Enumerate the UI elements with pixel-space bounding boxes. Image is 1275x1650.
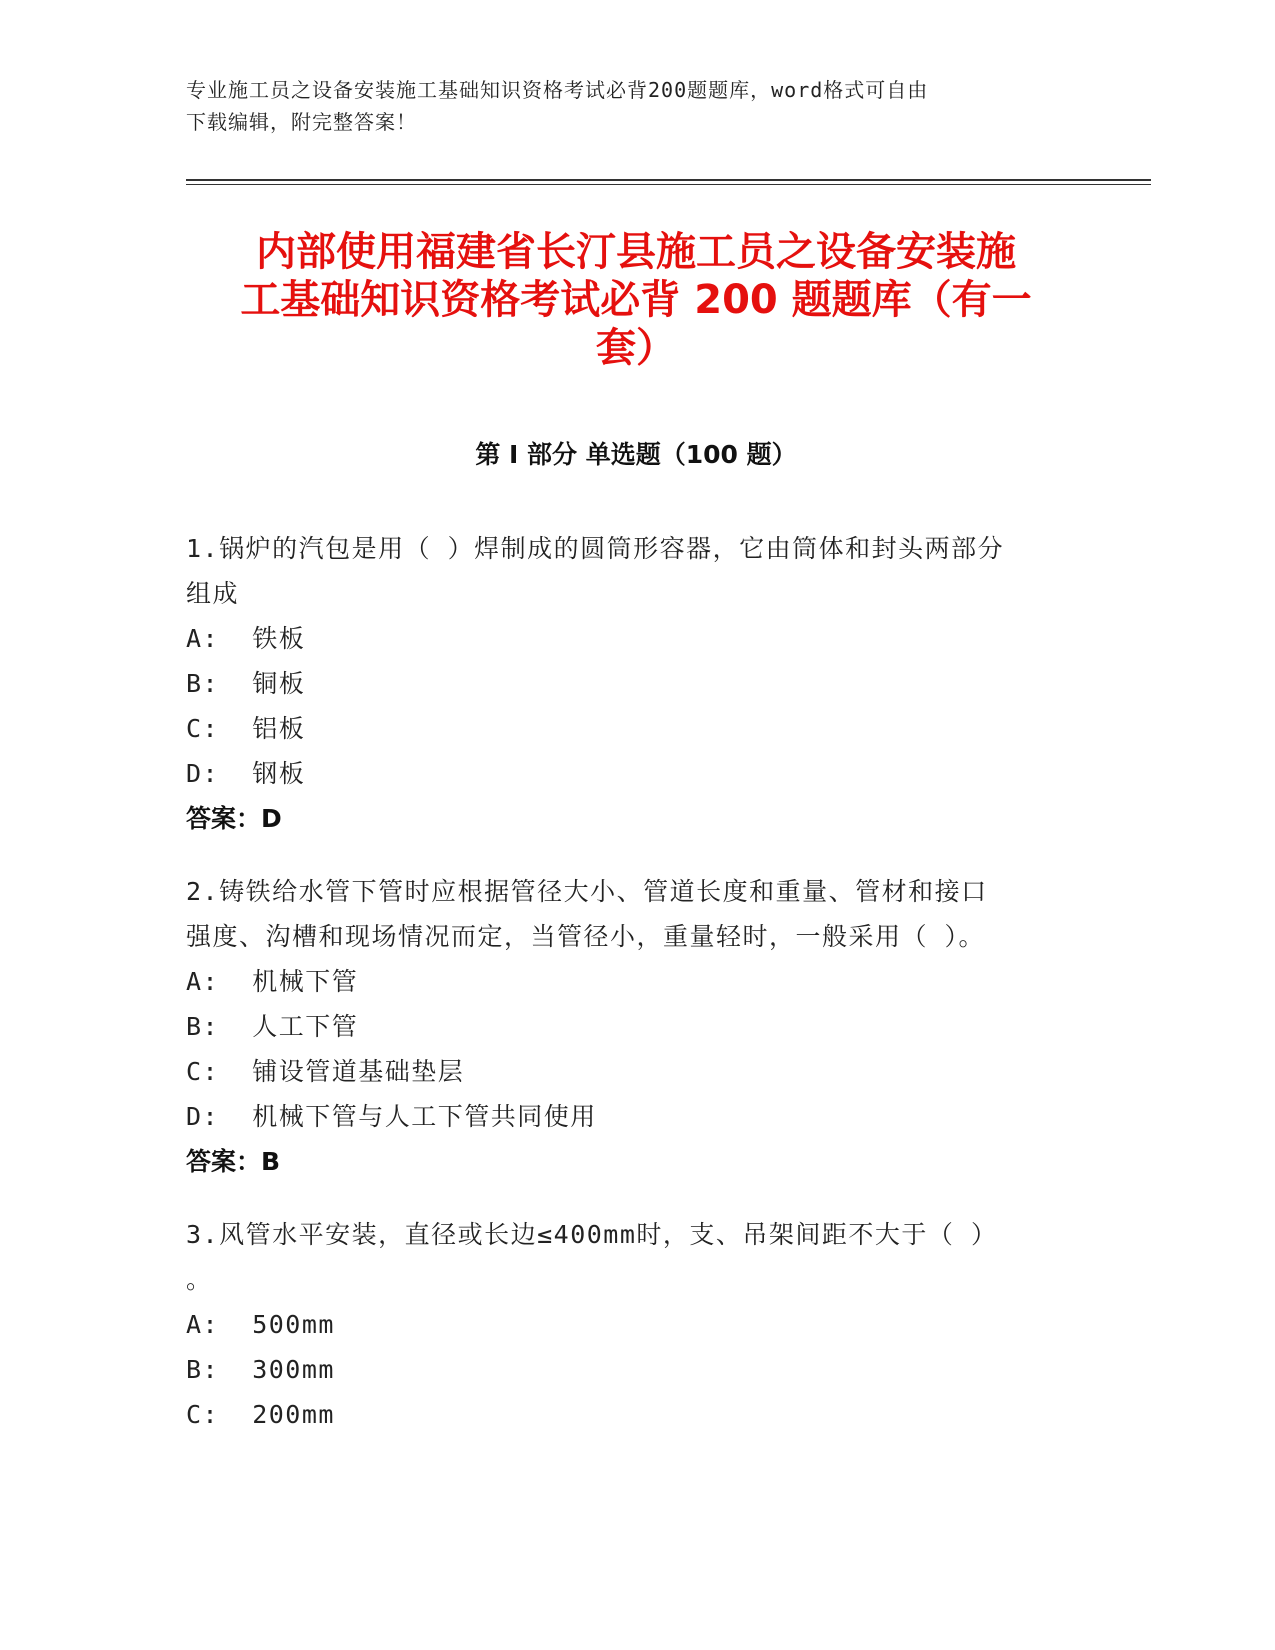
question-stem-line-1: 1.锅炉的汽包是用（ ）焊制成的圆筒形容器，它由筒体和封头两部分	[186, 534, 1005, 563]
header-note-line-1: 专业施工员之设备安装施工基础知识资格考试必背200题题库，word格式可自由	[186, 78, 929, 102]
question-2	[186, 869, 1066, 1184]
question-stem-line-1: 3.风管水平安装，直径或长边≤400mm时，支、吊架间距不大于（ ）	[186, 1220, 998, 1249]
question-3	[186, 1212, 1066, 1437]
question-list	[186, 526, 1066, 1465]
option-c: C: 铝板	[186, 714, 306, 743]
question-stem-line-2: 强度、沟槽和现场情况而定，当管径小，重量轻时，一般采用（ ）。	[186, 922, 986, 951]
question-stem-line-2: 。	[186, 1265, 213, 1294]
document-title-line-1: 内部使用福建省长汀县施工员之设备安装施	[256, 229, 1016, 275]
question-stem-line-2: 组成	[186, 579, 240, 608]
question-1	[186, 526, 1066, 841]
option-d: D: 钢板	[186, 759, 306, 788]
option-a: A: 铁板	[186, 624, 306, 653]
option-b: B: 300mm	[186, 1355, 335, 1384]
answer: 答案：B	[186, 1147, 281, 1176]
document-title-line-2: 工基础知识资格考试必背 200 题题库（有一	[240, 277, 1032, 323]
header-note	[186, 74, 1066, 138]
option-c: C: 200mm	[186, 1400, 335, 1429]
header-divider-thin	[186, 184, 1151, 185]
question-stem	[186, 869, 1066, 959]
question-stem-line-1: 2.铸铁给水管下管时应根据管径大小、管道长度和重量、管材和接口	[186, 877, 988, 906]
document-title	[186, 228, 1086, 372]
question-stem	[186, 526, 1066, 616]
header-divider-thick	[186, 179, 1151, 181]
answer: 答案：D	[186, 804, 282, 833]
option-d: D: 机械下管与人工下管共同使用	[186, 1102, 597, 1131]
option-a: A: 500mm	[186, 1310, 335, 1339]
option-a: A: 机械下管	[186, 967, 359, 996]
section-title: 第 I 部分 单选题（100 题）	[475, 440, 797, 469]
document-title-line-3: 套）	[596, 325, 676, 371]
option-b: B: 铜板	[186, 669, 306, 698]
option-b: B: 人工下管	[186, 1012, 359, 1041]
question-stem	[186, 1212, 1066, 1302]
header-note-line-2: 下载编辑，附完整答案！	[186, 110, 417, 134]
option-c: C: 铺设管道基础垫层	[186, 1057, 465, 1086]
